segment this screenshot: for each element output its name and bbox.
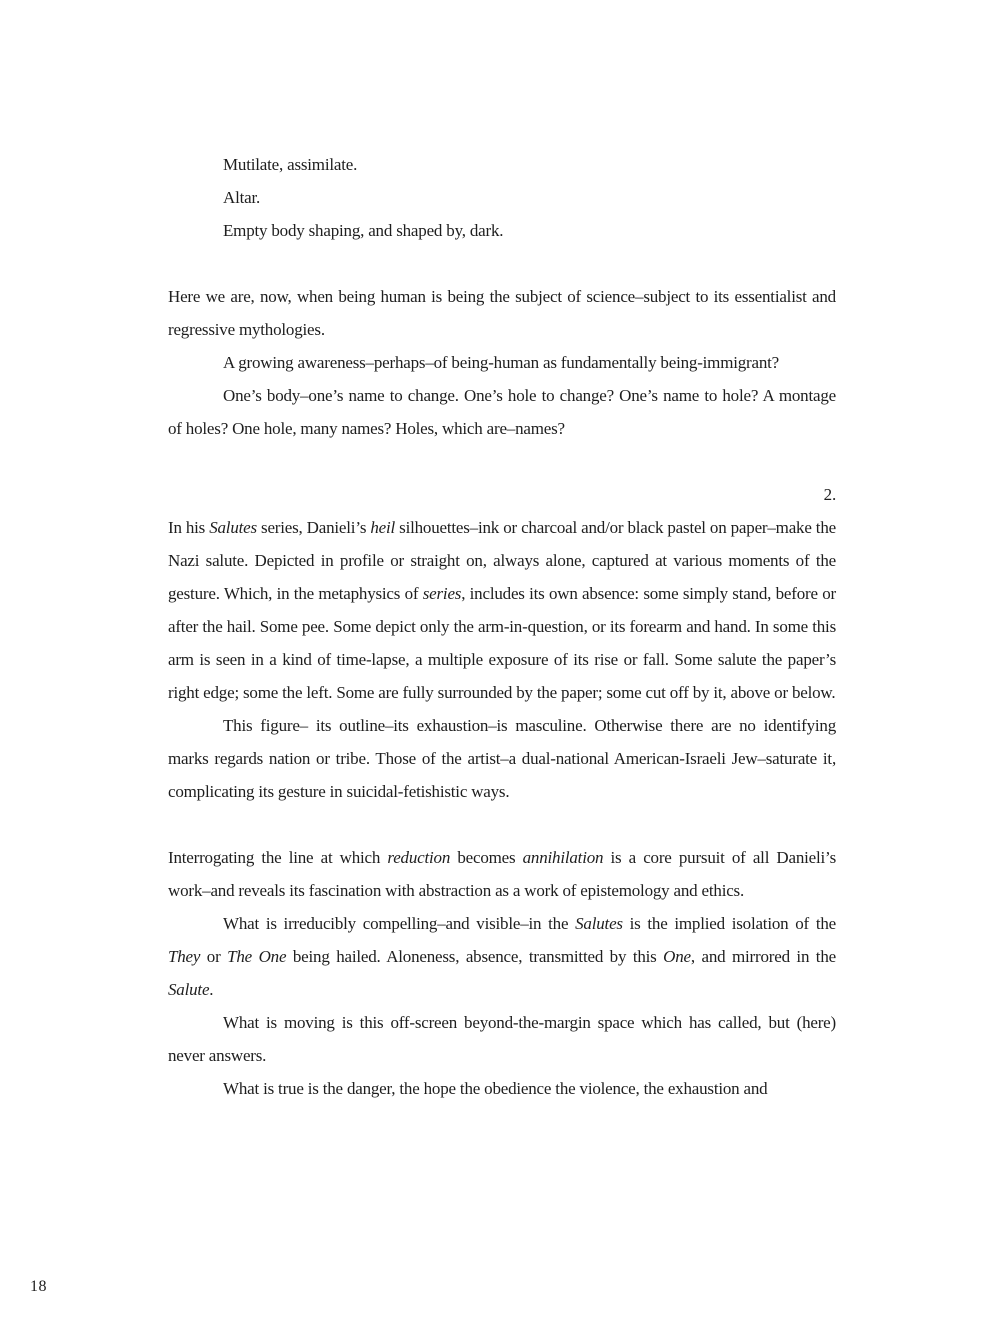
blank-line (168, 247, 836, 280)
paragraph-irreducibly-compelling: What is irreducibly compelling–and visible–in the Salutes is the implied isolation of the They or The One being hailed. Aloneness, absence, transmitted by this One, and mirrored in the Salute. (168, 914, 836, 999)
verse-line: Empty body shaping, and shaped by, dark. (223, 221, 504, 240)
paragraph-salutes-series: In his Salutes series, Danieli’s heil silhouettes–ink or charcoal and/or black pastel on paper–make the Nazi salute. Depicted in profile or straight on, always alone, captured at various moments of the gesture. Which, in the metaphysics of series, includes its own absence: some simply stand, before or after the hail. Some pee. Some depict only the arm-in-question, or its forearm and hand. In some this arm is seen in a kind of time-lapse, a multiple exposure of its rise or fall. Some salute the paper’s right edge; some the left. Some are fully surrounded by the paper; some cut off by it, above or below. (168, 518, 836, 702)
paragraph-this-figure: This figure– its outline–its exhaustion–is masculine. Otherwise there are no identifying marks regards nation or tribe. Those of the artist–a dual-national American-Israeli Jew–saturate it, complicating its gesture in suicidal-fetishistic ways. (168, 716, 836, 801)
paragraph-growing-awareness: A growing awareness–perhaps–of being-human as fundamentally being-immigrant? (223, 353, 780, 372)
verse-line: Altar. (223, 188, 261, 207)
blank-line (168, 445, 836, 478)
blank-line (168, 808, 836, 841)
section-number: 2. (823, 485, 836, 504)
paragraph-interrogating: Interrogating the line at which reduction becomes annihilation is a core pursuit of all Danieli’s work–and reveals its fascination with abstraction as a work of epistemology and ethics. (168, 848, 836, 900)
text-block (168, 148, 836, 1105)
paragraph-here-we-are: Here we are, now, when being human is being the subject of science–subject to its essentialist and regressive mythologies. (168, 287, 836, 339)
verse-block (168, 148, 836, 247)
verse-line: Mutilate, assimilate. (223, 155, 358, 174)
paragraph-what-is-true: What is true is the danger, the hope the obedience the violence, the exhaustion and (223, 1079, 768, 1098)
paragraph-ones-body: One’s body–one’s name to change. One’s hole to change? One’s name to hole? A montage of holes? One hole, many names? Holes, which are–names? (168, 386, 836, 438)
paragraph-what-is-moving: What is moving is this off-screen beyond-the-margin space which has called, but (here) never answers. (168, 1013, 836, 1065)
page-number: 18 (30, 1278, 47, 1295)
